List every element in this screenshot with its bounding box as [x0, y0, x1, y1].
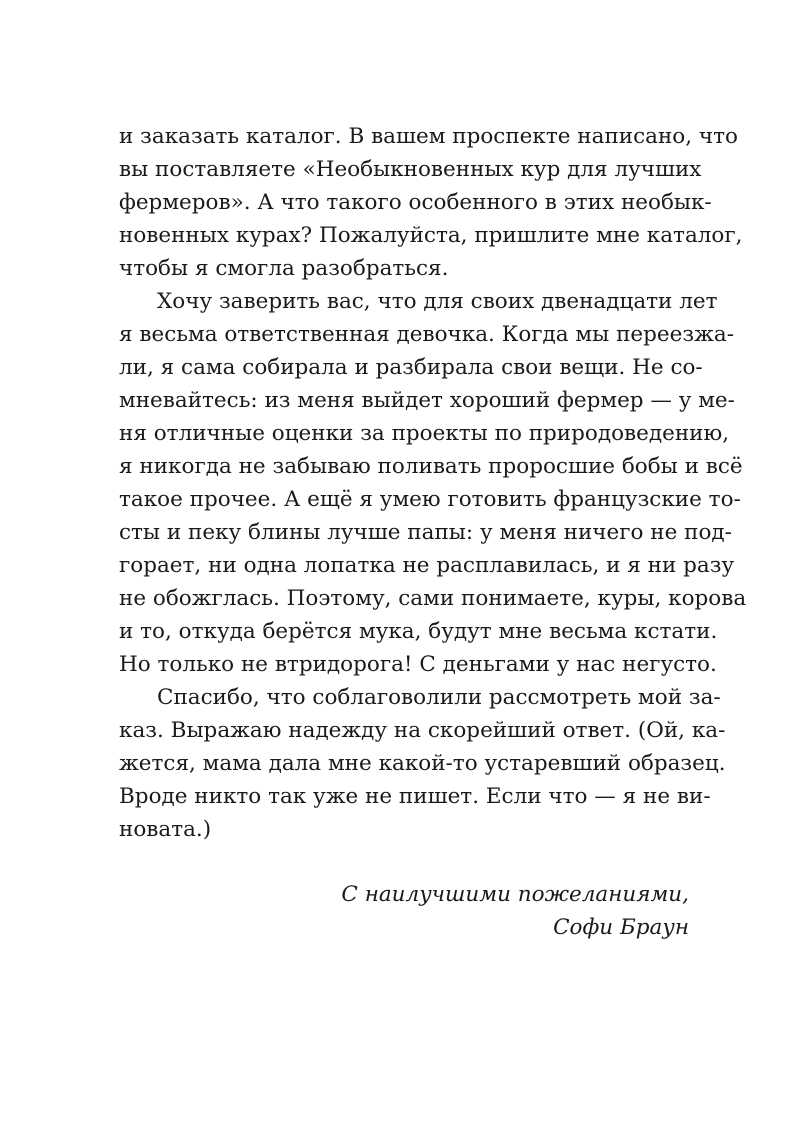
text-line: и то, откуда берётся мука, будут мне весьма кстати.	[119, 619, 718, 644]
text-line: горает, ни одна лопатка не расплавилась, и я ни разу	[119, 553, 735, 578]
text-line: Спасибо, что соблаговолили рассмотреть мой за-	[157, 685, 721, 710]
paragraph-3	[119, 681, 726, 846]
text-line: вы поставляете «Необыкновенных кур для лучших	[119, 157, 702, 182]
text-line: Хочу заверить вас, что для своих двенадцати лет	[157, 289, 718, 314]
text-line: каз. Выражаю надежду на скорейший ответ. (Ой, ка-	[119, 718, 726, 743]
text-line: новенных курах? Пожалуйста, пришлите мне каталог,	[119, 223, 743, 248]
closing-line: С наилучшими пожеланиями,	[341, 882, 689, 907]
text-line: не обожглась. Поэтому, сами понимаете, куры, корова	[119, 586, 747, 611]
text-line: сты и пеку блины лучше папы: у меня ничего не под-	[119, 520, 732, 545]
letter-signature	[119, 878, 689, 944]
text-line: новата.)	[119, 817, 212, 842]
text-line: и заказать каталог. В вашем проспекте написано, что	[119, 124, 738, 149]
text-line: такое прочее. А ещё я умею готовить французские то-	[119, 487, 741, 512]
text-line: жется, мама дала мне какой-то устаревший образец.	[119, 751, 726, 776]
paragraph-2	[119, 285, 747, 681]
text-line: ня отличные оценки за проекты по природоведению,	[119, 421, 730, 446]
paragraph-1	[119, 120, 743, 285]
text-line: Но только не втридорога! С деньгами у нас негусто.	[119, 652, 717, 677]
text-line: я весьма ответственная девочка. Когда мы переезжа-	[119, 322, 734, 347]
signature-name: Софи Браун	[553, 915, 689, 940]
text-line: Вроде никто так уже не пишет. Если что — я не ви-	[119, 784, 711, 809]
text-line: ли, я сама собирала и разбирала свои вещи. Не со-	[119, 355, 703, 380]
text-line: чтобы я смогла разобраться.	[119, 256, 449, 281]
text-line: я никогда не забываю поливать проросшие бобы и всё	[119, 454, 743, 479]
letter-body	[119, 120, 747, 846]
text-line: мневайтесь: из меня выйдет хороший фермер — у ме-	[119, 388, 735, 413]
text-line: фермеров». А что такого особенного в этих необык-	[119, 190, 712, 215]
